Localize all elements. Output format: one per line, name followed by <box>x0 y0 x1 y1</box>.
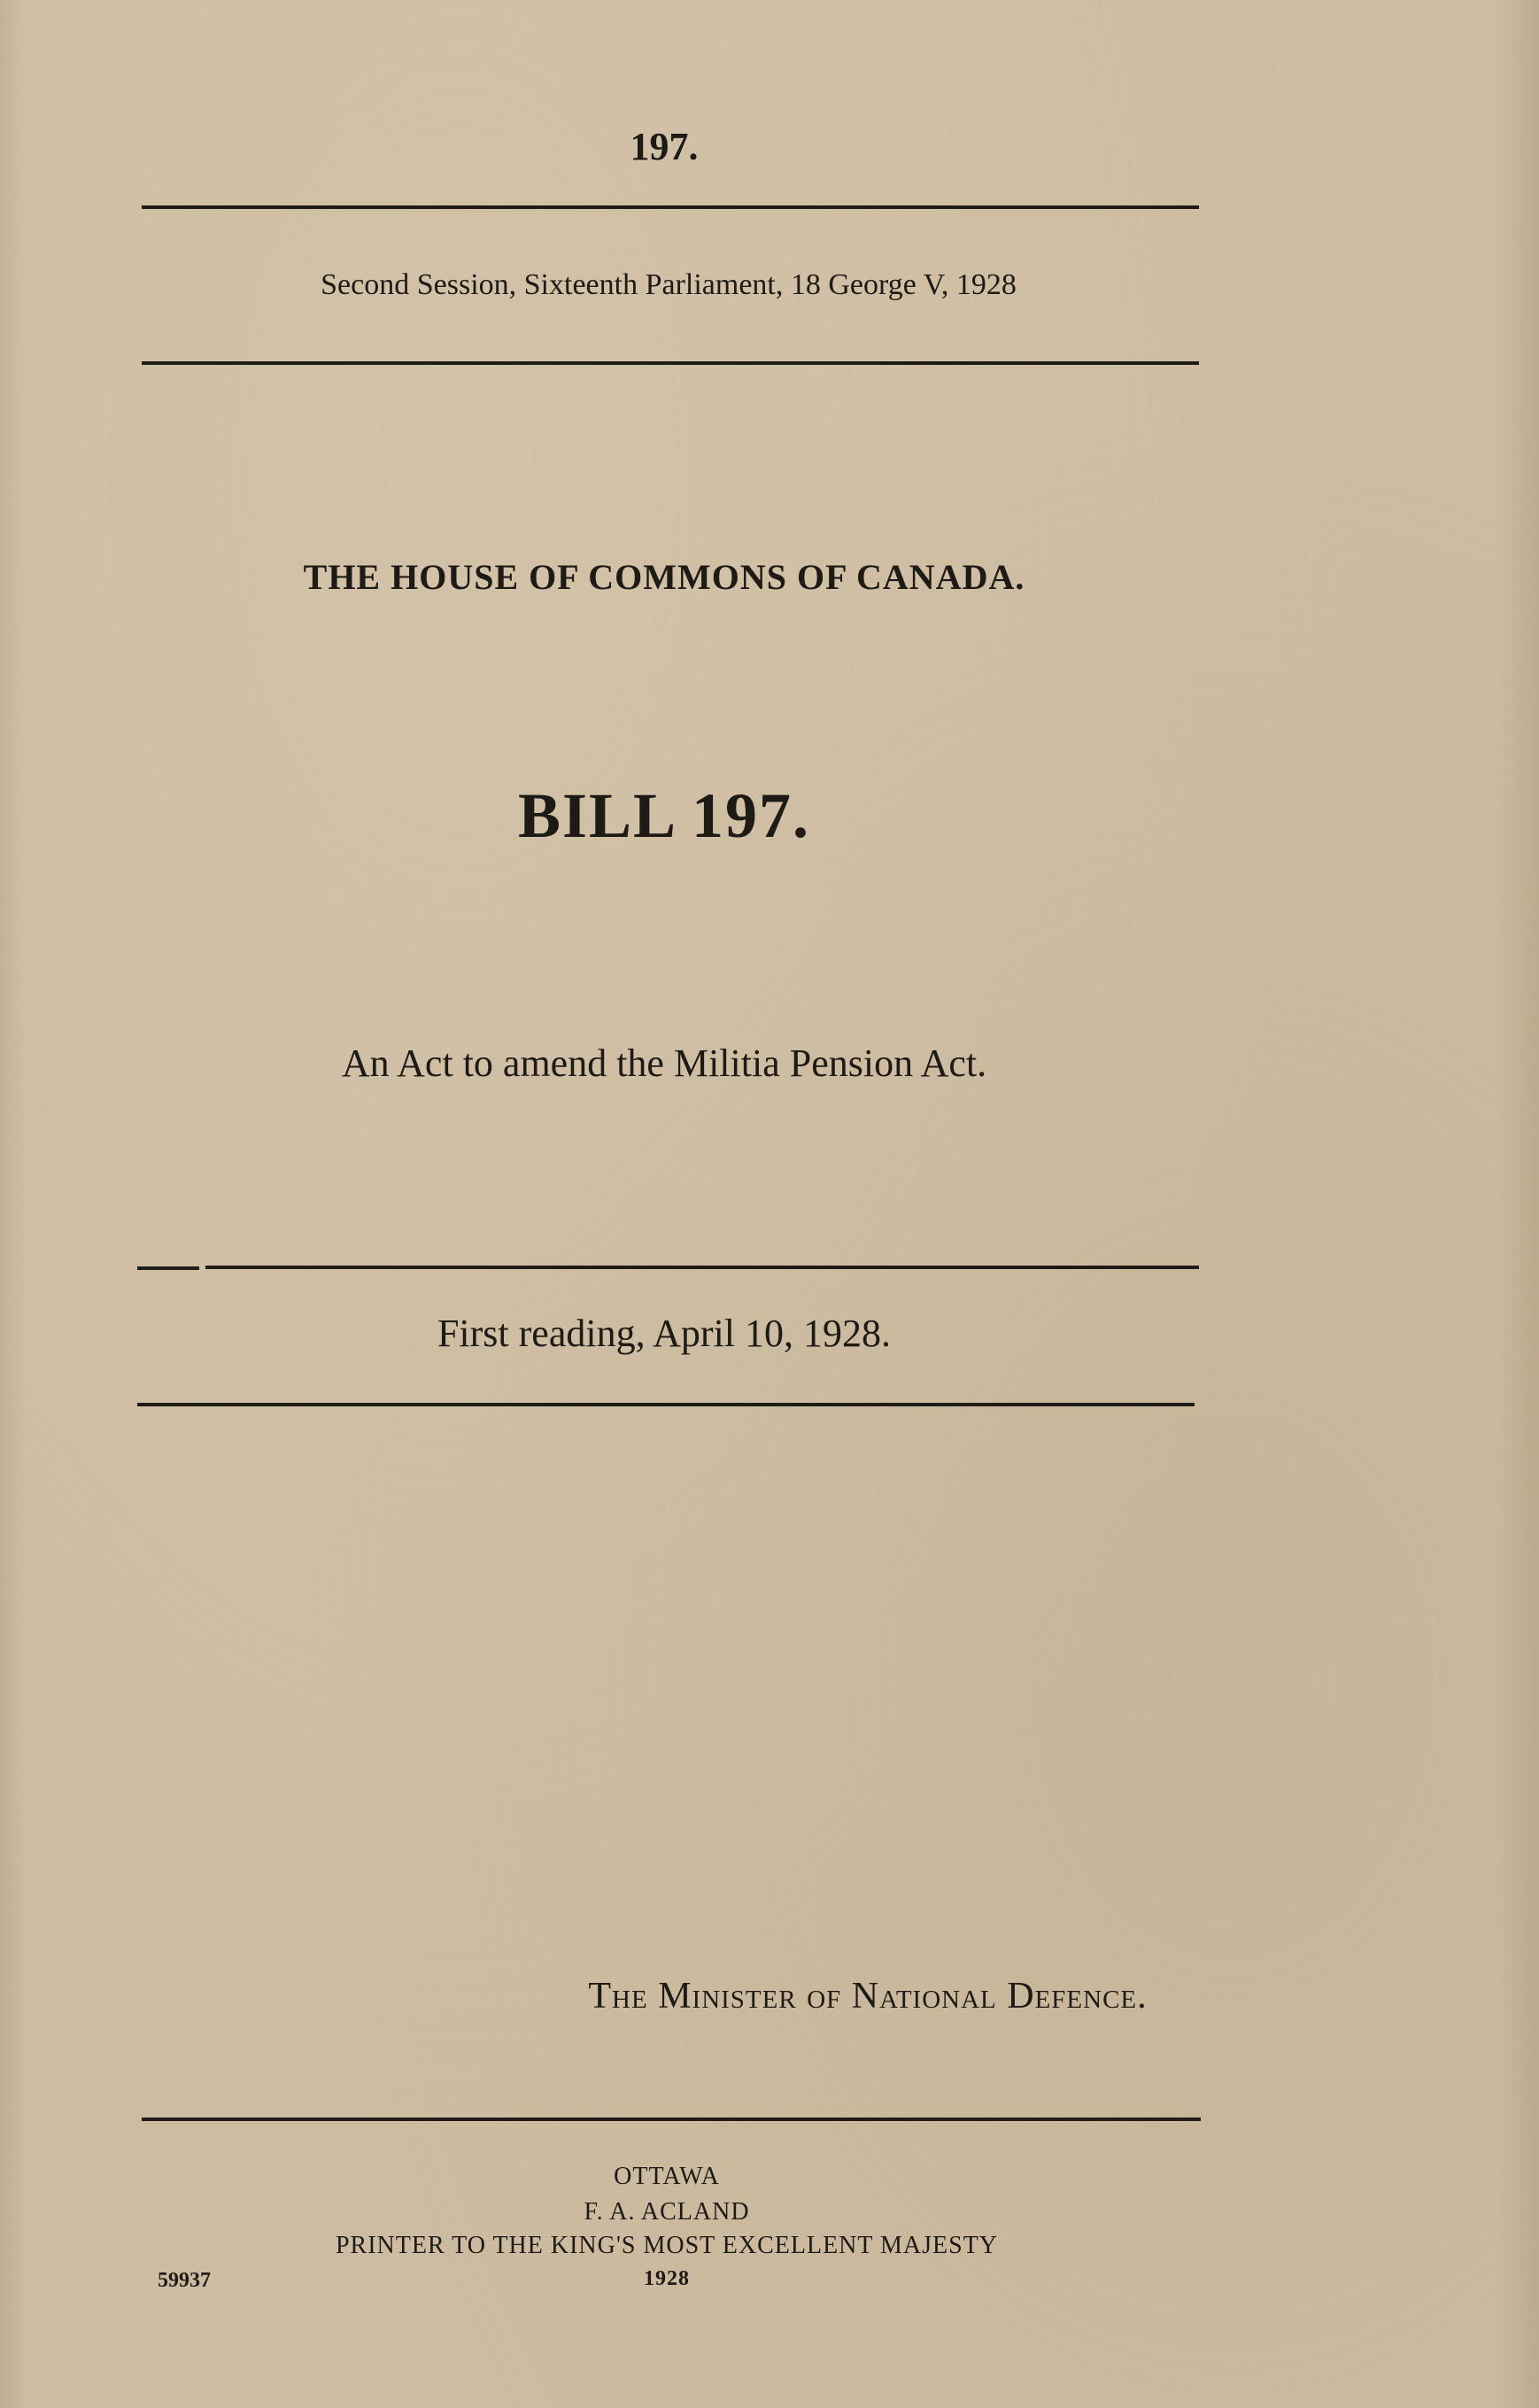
reading-rule-top-short <box>137 1266 199 1270</box>
imprint-city: OTTAWA <box>614 2163 720 2190</box>
house-heading: THE HOUSE OF COMMONS OF CANADA. <box>303 557 1025 597</box>
minister-line: The Minister of National Defence. <box>588 1976 1148 2017</box>
plate-number: 59937 <box>158 2269 211 2292</box>
imprint-printer-title: PRINTER TO THE KING'S MOST EXCELLENT MAJESTY <box>335 2232 999 2259</box>
top-rule-1 <box>142 205 1199 209</box>
top-rule-2 <box>142 361 1199 365</box>
bill-number-heading: 197. <box>630 125 699 168</box>
session-line: Second Session, Sixteenth Parliament, 18 George V, 1928 <box>321 268 1017 301</box>
imprint-printer: F. A. ACLAND <box>584 2198 750 2226</box>
reading-rule-top <box>205 1266 1199 1269</box>
first-reading-line: First reading, April 10, 1928. <box>437 1312 892 1355</box>
reading-rule-bottom <box>137 1403 1195 1406</box>
bill-title: BILL 197. <box>517 780 811 851</box>
imprint-rule <box>142 2118 1201 2121</box>
act-description: An Act to amend the Militia Pension Act. <box>341 1041 987 1085</box>
imprint-year: 1928 <box>644 2267 690 2290</box>
